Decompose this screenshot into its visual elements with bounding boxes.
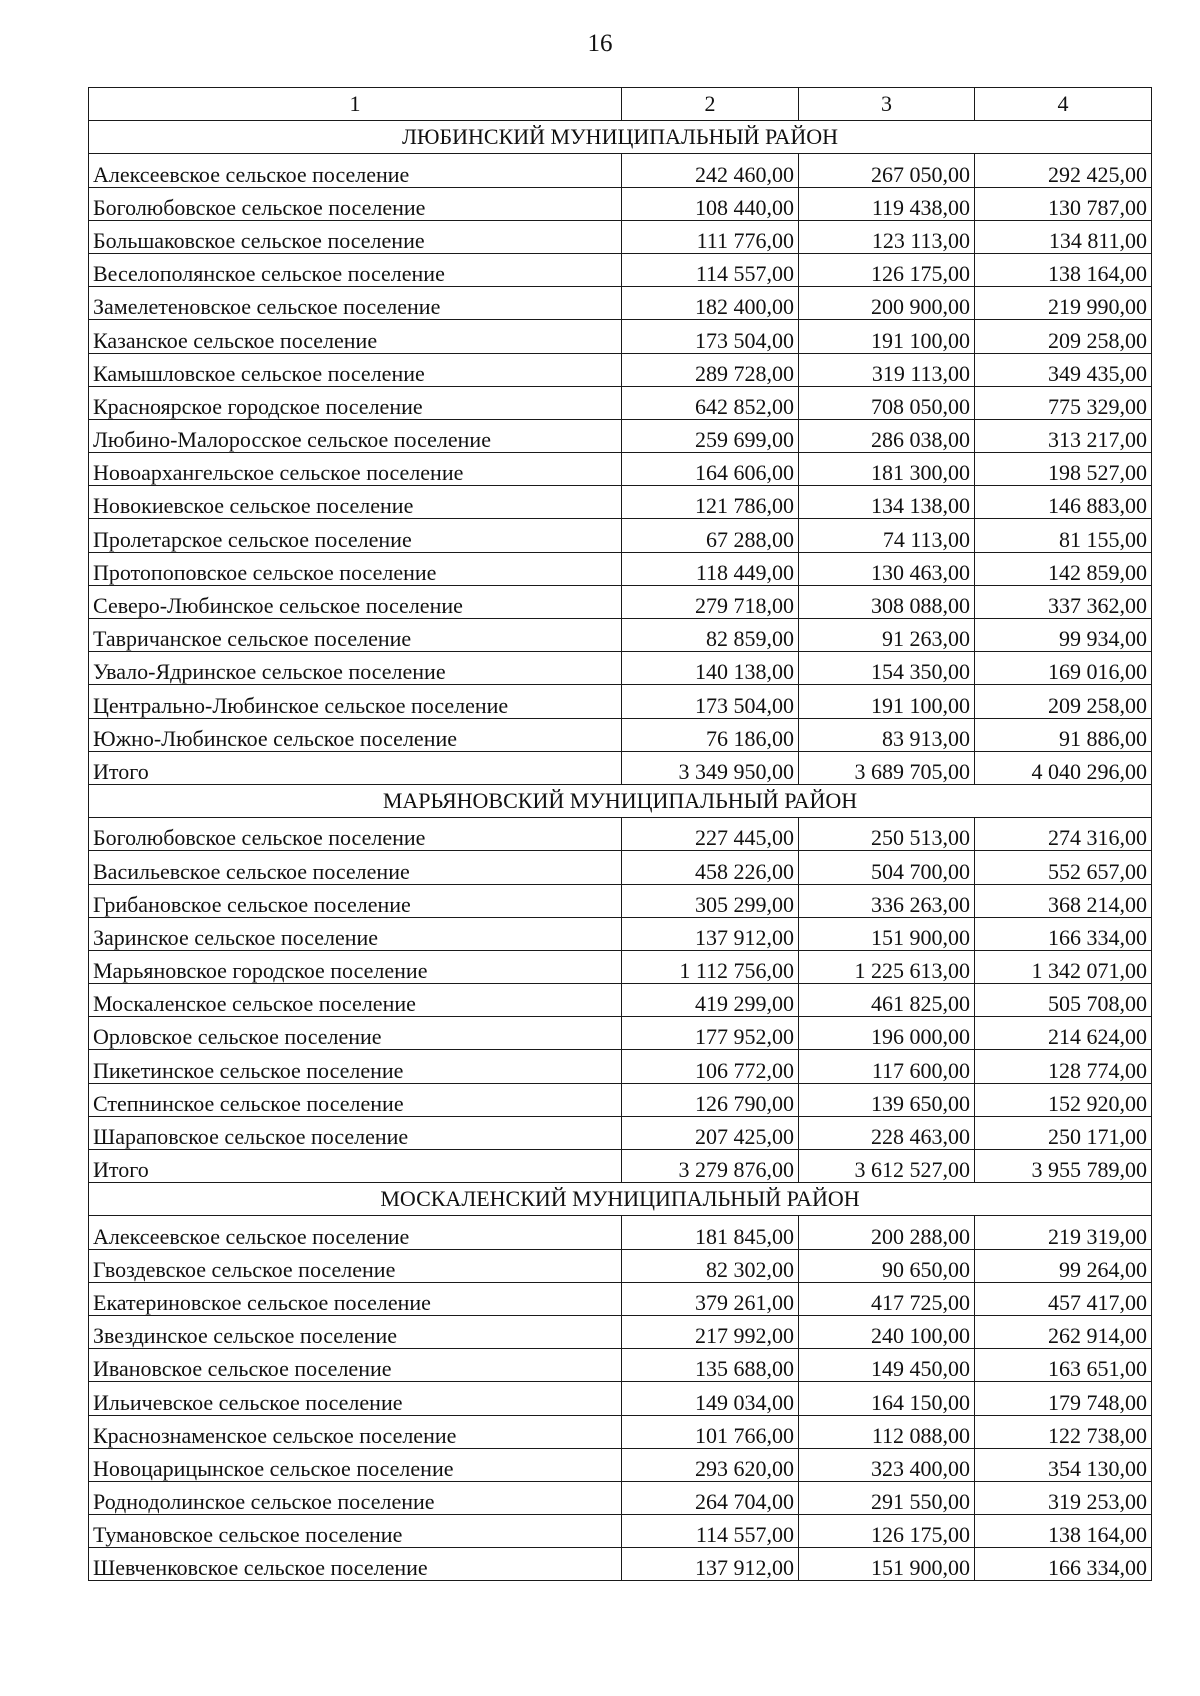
value-col-2: 106 772,00 <box>622 1050 799 1083</box>
value-col-4: 142 859,00 <box>975 552 1152 585</box>
table-row <box>89 1548 1152 1581</box>
value-col-4: 99 264,00 <box>975 1249 1152 1282</box>
settlement-name: Увало-Ядринское сельское поселение <box>89 652 622 685</box>
table-row <box>89 552 1152 585</box>
table-row <box>89 519 1152 552</box>
table-row <box>89 1116 1152 1149</box>
section-header-row <box>89 121 1152 154</box>
column-header-2: 2 <box>622 88 799 121</box>
value-col-3: 291 550,00 <box>799 1481 975 1514</box>
value-col-4: 122 738,00 <box>975 1415 1152 1448</box>
value-col-4: 152 920,00 <box>975 1083 1152 1116</box>
settlement-name: Краснознаменское сельское поселение <box>89 1415 622 1448</box>
value-col-2: 177 952,00 <box>622 1017 799 1050</box>
settlement-name: Новоархангельское сельское поселение <box>89 453 622 486</box>
settlement-name: Алексеевское сельское поселение <box>89 154 622 187</box>
table-row <box>89 1017 1152 1050</box>
settlement-name: Пикетинское сельское поселение <box>89 1050 622 1083</box>
value-col-2: 227 445,00 <box>622 818 799 851</box>
table-row <box>89 619 1152 652</box>
value-col-4: 505 708,00 <box>975 984 1152 1017</box>
table-row <box>89 1282 1152 1315</box>
value-col-4: 166 334,00 <box>975 1548 1152 1581</box>
settlement-name: Орловское сельское поселение <box>89 1017 622 1050</box>
settlement-name: Красноярское городское поселение <box>89 386 622 419</box>
table-row <box>89 1515 1152 1548</box>
value-col-2: 164 606,00 <box>622 453 799 486</box>
settlement-name: Казанское сельское поселение <box>89 320 622 353</box>
value-col-3: 336 263,00 <box>799 884 975 917</box>
value-col-2: 3 349 950,00 <box>622 751 799 784</box>
settlement-name: Шевченковское сельское поселение <box>89 1548 622 1581</box>
value-col-3: 3 612 527,00 <box>799 1150 975 1183</box>
value-col-2: 181 845,00 <box>622 1216 799 1249</box>
settlement-name: Северо-Любинское сельское поселение <box>89 585 622 618</box>
settlement-name: Звездинское сельское поселение <box>89 1315 622 1348</box>
settlement-name: Гвоздевское сельское поселение <box>89 1249 622 1282</box>
value-col-3: 228 463,00 <box>799 1116 975 1149</box>
value-col-4: 91 886,00 <box>975 718 1152 751</box>
value-col-2: 305 299,00 <box>622 884 799 917</box>
table-row <box>89 287 1152 320</box>
value-col-3: 74 113,00 <box>799 519 975 552</box>
value-col-2: 140 138,00 <box>622 652 799 685</box>
value-col-3: 323 400,00 <box>799 1448 975 1481</box>
table-row <box>89 1382 1152 1415</box>
table-row <box>89 950 1152 983</box>
value-col-4: 337 362,00 <box>975 585 1152 618</box>
value-col-3: 1 225 613,00 <box>799 950 975 983</box>
value-col-2: 126 790,00 <box>622 1083 799 1116</box>
value-col-3: 117 600,00 <box>799 1050 975 1083</box>
section-header-row <box>89 784 1152 817</box>
value-col-3: 154 350,00 <box>799 652 975 685</box>
settlement-name: Любино-Малоросское сельское поселение <box>89 419 622 452</box>
value-col-2: 279 718,00 <box>622 585 799 618</box>
settlement-name: Роднодолинское сельское поселение <box>89 1481 622 1514</box>
value-col-4: 146 883,00 <box>975 486 1152 519</box>
value-col-2: 182 400,00 <box>622 287 799 320</box>
table-row <box>89 453 1152 486</box>
value-col-3: 134 138,00 <box>799 486 975 519</box>
value-col-3: 151 900,00 <box>799 1548 975 1581</box>
table-row <box>89 1050 1152 1083</box>
value-col-2: 118 449,00 <box>622 552 799 585</box>
total-row <box>89 751 1152 784</box>
value-col-4: 552 657,00 <box>975 851 1152 884</box>
value-col-4: 138 164,00 <box>975 253 1152 286</box>
value-col-2: 114 557,00 <box>622 1515 799 1548</box>
table-row <box>89 1216 1152 1249</box>
value-col-4: 3 955 789,00 <box>975 1150 1152 1183</box>
value-col-3: 417 725,00 <box>799 1282 975 1315</box>
value-col-2: 111 776,00 <box>622 220 799 253</box>
value-col-3: 708 050,00 <box>799 386 975 419</box>
value-col-3: 181 300,00 <box>799 453 975 486</box>
total-row <box>89 1150 1152 1183</box>
value-col-3: 196 000,00 <box>799 1017 975 1050</box>
value-col-2: 108 440,00 <box>622 187 799 220</box>
settlement-name: Центрально-Любинское сельское поселение <box>89 685 622 718</box>
value-col-4: 4 040 296,00 <box>975 751 1152 784</box>
value-col-4: 354 130,00 <box>975 1448 1152 1481</box>
value-col-4: 166 334,00 <box>975 917 1152 950</box>
value-col-2: 149 034,00 <box>622 1382 799 1415</box>
value-col-3: 504 700,00 <box>799 851 975 884</box>
section-title: МОСКАЛЕНСКИЙ МУНИЦИПАЛЬНЫЙ РАЙОН <box>89 1183 1152 1216</box>
value-col-2: 76 186,00 <box>622 718 799 751</box>
table-row <box>89 386 1152 419</box>
value-col-2: 259 699,00 <box>622 419 799 452</box>
table-body <box>89 88 1152 1581</box>
value-col-2: 458 226,00 <box>622 851 799 884</box>
table-row <box>89 718 1152 751</box>
table-row <box>89 884 1152 917</box>
table-row <box>89 320 1152 353</box>
table-row <box>89 220 1152 253</box>
value-col-4: 262 914,00 <box>975 1315 1152 1348</box>
table-row <box>89 486 1152 519</box>
settlement-name: Шараповское сельское поселение <box>89 1116 622 1149</box>
value-col-3: 126 175,00 <box>799 1515 975 1548</box>
value-col-2: 67 288,00 <box>622 519 799 552</box>
settlement-name: Тумановское сельское поселение <box>89 1515 622 1548</box>
table-row <box>89 851 1152 884</box>
settlement-name: Южно-Любинское сельское поселение <box>89 718 622 751</box>
value-col-3: 200 900,00 <box>799 287 975 320</box>
value-col-3: 240 100,00 <box>799 1315 975 1348</box>
value-col-2: 82 302,00 <box>622 1249 799 1282</box>
settlement-name: Новоцарицынское сельское поселение <box>89 1448 622 1481</box>
settlement-name: Камышловское сельское поселение <box>89 353 622 386</box>
value-col-4: 775 329,00 <box>975 386 1152 419</box>
table-row <box>89 1083 1152 1116</box>
value-col-3: 200 288,00 <box>799 1216 975 1249</box>
value-col-4: 349 435,00 <box>975 353 1152 386</box>
value-col-2: 293 620,00 <box>622 1448 799 1481</box>
value-col-3: 151 900,00 <box>799 917 975 950</box>
value-col-4: 169 016,00 <box>975 652 1152 685</box>
table-row <box>89 1349 1152 1382</box>
value-col-4: 292 425,00 <box>975 154 1152 187</box>
table-row <box>89 353 1152 386</box>
value-col-2: 135 688,00 <box>622 1349 799 1382</box>
value-col-4: 219 990,00 <box>975 287 1152 320</box>
table-row <box>89 1315 1152 1348</box>
value-col-4: 128 774,00 <box>975 1050 1152 1083</box>
value-col-3: 130 463,00 <box>799 552 975 585</box>
value-col-3: 308 088,00 <box>799 585 975 618</box>
table-row <box>89 1481 1152 1514</box>
value-col-4: 134 811,00 <box>975 220 1152 253</box>
settlement-name: Москаленское сельское поселение <box>89 984 622 1017</box>
value-col-2: 217 992,00 <box>622 1315 799 1348</box>
value-col-4: 313 217,00 <box>975 419 1152 452</box>
table-row <box>89 652 1152 685</box>
table-row <box>89 818 1152 851</box>
settlement-name: Заринское сельское поселение <box>89 917 622 950</box>
settlement-name: Итого <box>89 1150 622 1183</box>
value-col-4: 99 934,00 <box>975 619 1152 652</box>
value-col-3: 3 689 705,00 <box>799 751 975 784</box>
value-col-4: 198 527,00 <box>975 453 1152 486</box>
value-col-3: 286 038,00 <box>799 419 975 452</box>
table-row <box>89 187 1152 220</box>
value-col-3: 250 513,00 <box>799 818 975 851</box>
settlement-name: Большаковское сельское поселение <box>89 220 622 253</box>
value-col-2: 137 912,00 <box>622 1548 799 1581</box>
settlement-name: Веселополянское сельское поселение <box>89 253 622 286</box>
value-col-2: 1 112 756,00 <box>622 950 799 983</box>
value-col-3: 83 913,00 <box>799 718 975 751</box>
section-title: ЛЮБИНСКИЙ МУНИЦИПАЛЬНЫЙ РАЙОН <box>89 121 1152 154</box>
value-col-2: 207 425,00 <box>622 1116 799 1149</box>
table-row <box>89 917 1152 950</box>
table-row <box>89 419 1152 452</box>
value-col-3: 91 263,00 <box>799 619 975 652</box>
value-col-3: 139 650,00 <box>799 1083 975 1116</box>
settlement-name: Боголюбовское сельское поселение <box>89 818 622 851</box>
settlement-name: Алексеевское сельское поселение <box>89 1216 622 1249</box>
value-col-3: 191 100,00 <box>799 685 975 718</box>
value-col-2: 114 557,00 <box>622 253 799 286</box>
value-col-3: 123 113,00 <box>799 220 975 253</box>
value-col-3: 319 113,00 <box>799 353 975 386</box>
budget-table <box>88 87 1152 1581</box>
table-row <box>89 984 1152 1017</box>
table-row <box>89 1448 1152 1481</box>
table-row <box>89 1249 1152 1282</box>
value-col-4: 368 214,00 <box>975 884 1152 917</box>
settlement-name: Боголюбовское сельское поселение <box>89 187 622 220</box>
table-row <box>89 685 1152 718</box>
value-col-2: 121 786,00 <box>622 486 799 519</box>
value-col-3: 191 100,00 <box>799 320 975 353</box>
table-row <box>89 154 1152 187</box>
settlement-name: Итого <box>89 751 622 784</box>
settlement-name: Ивановское сельское поселение <box>89 1349 622 1382</box>
value-col-2: 264 704,00 <box>622 1481 799 1514</box>
settlement-name: Васильевское сельское поселение <box>89 851 622 884</box>
section-header-row <box>89 1183 1152 1216</box>
value-col-3: 112 088,00 <box>799 1415 975 1448</box>
value-col-2: 173 504,00 <box>622 685 799 718</box>
settlement-name: Протопоповское сельское поселение <box>89 552 622 585</box>
settlement-name: Новокиевское сельское поселение <box>89 486 622 519</box>
value-col-4: 457 417,00 <box>975 1282 1152 1315</box>
value-col-2: 642 852,00 <box>622 386 799 419</box>
value-col-2: 101 766,00 <box>622 1415 799 1448</box>
value-col-3: 461 825,00 <box>799 984 975 1017</box>
value-col-2: 137 912,00 <box>622 917 799 950</box>
settlement-name: Степнинское сельское поселение <box>89 1083 622 1116</box>
column-header-1: 1 <box>89 88 622 121</box>
section-title: МАРЬЯНОВСКИЙ МУНИЦИПАЛЬНЫЙ РАЙОН <box>89 784 1152 817</box>
value-col-4: 274 316,00 <box>975 818 1152 851</box>
value-col-3: 164 150,00 <box>799 1382 975 1415</box>
value-col-4: 209 258,00 <box>975 320 1152 353</box>
value-col-2: 3 279 876,00 <box>622 1150 799 1183</box>
settlement-name: Грибановское сельское поселение <box>89 884 622 917</box>
table-row <box>89 1415 1152 1448</box>
settlement-name: Тавричанское сельское поселение <box>89 619 622 652</box>
value-col-4: 163 651,00 <box>975 1349 1152 1382</box>
page-number: 16 <box>587 30 613 57</box>
settlement-name: Марьяновское городское поселение <box>89 950 622 983</box>
value-col-4: 250 171,00 <box>975 1116 1152 1149</box>
value-col-2: 419 299,00 <box>622 984 799 1017</box>
value-col-4: 179 748,00 <box>975 1382 1152 1415</box>
value-col-4: 319 253,00 <box>975 1481 1152 1514</box>
value-col-2: 173 504,00 <box>622 320 799 353</box>
table-row <box>89 585 1152 618</box>
value-col-2: 379 261,00 <box>622 1282 799 1315</box>
value-col-2: 242 460,00 <box>622 154 799 187</box>
value-col-2: 289 728,00 <box>622 353 799 386</box>
value-col-3: 149 450,00 <box>799 1349 975 1382</box>
column-header-4: 4 <box>975 88 1152 121</box>
value-col-4: 219 319,00 <box>975 1216 1152 1249</box>
settlement-name: Замелетеновское сельское поселение <box>89 287 622 320</box>
value-col-3: 90 650,00 <box>799 1249 975 1282</box>
value-col-4: 81 155,00 <box>975 519 1152 552</box>
value-col-4: 130 787,00 <box>975 187 1152 220</box>
settlement-name: Екатериновское сельское поселение <box>89 1282 622 1315</box>
value-col-2: 82 859,00 <box>622 619 799 652</box>
value-col-4: 1 342 071,00 <box>975 950 1152 983</box>
value-col-4: 138 164,00 <box>975 1515 1152 1548</box>
value-col-3: 126 175,00 <box>799 253 975 286</box>
column-header-row <box>89 88 1152 121</box>
settlement-name: Пролетарское сельское поселение <box>89 519 622 552</box>
column-header-3: 3 <box>799 88 975 121</box>
value-col-3: 267 050,00 <box>799 154 975 187</box>
value-col-3: 119 438,00 <box>799 187 975 220</box>
value-col-4: 214 624,00 <box>975 1017 1152 1050</box>
settlement-name: Ильичевское сельское поселение <box>89 1382 622 1415</box>
table-row <box>89 253 1152 286</box>
value-col-4: 209 258,00 <box>975 685 1152 718</box>
